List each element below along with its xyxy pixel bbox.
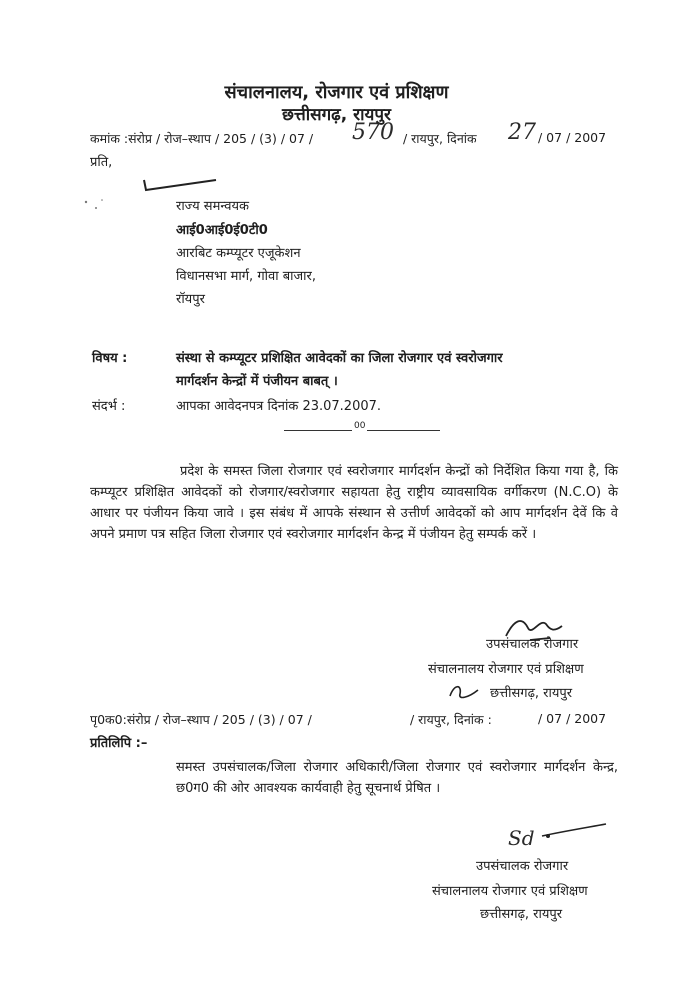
addressee-city: रॉयपुर <box>176 292 205 307</box>
subject-line-1: संस्था से कम्प्यूटर प्रशिक्षित आवेदकों का जिला रोजगार एवं स्वरोजगार <box>176 351 503 366</box>
reference-date-suffix: / 07 / 2007 <box>538 130 607 145</box>
reference-place-date: / रायपुर, दिनांक <box>403 131 477 146</box>
signatory-office: संचालनालय रोजगार एवं प्रशिक्षण <box>428 662 584 677</box>
to-label: प्रति, <box>90 155 113 170</box>
copy-reference-number: पृ0क0:संरोप्र / रोज–स्थाप / 205 / (3) / 07 / <box>90 712 312 727</box>
copy-reference-place-date: / रायपुर, दिनांक : <box>410 712 492 727</box>
subject-line-2: मार्गदर्शन केन्द्रों में पंजीयन बाबत् । <box>176 374 338 389</box>
reference-number: कमांक :संरोप्र / रोज–स्थाप / 205 / (3) / 07 / <box>90 131 314 146</box>
copy-reference-date-suffix: / 07 / 2007 <box>538 711 607 726</box>
addressee-street: विधानसभा मार्ग, गोवा बाजार, <box>176 269 316 284</box>
signatory-2-place: छत्तीसगढ़, रायपुर <box>480 907 563 922</box>
reference-label: संदर्भ : <box>92 399 126 414</box>
signatory-2-office: संचालनालय रोजगार एवं प्रशिक्षण <box>432 884 588 899</box>
addressee-company: आरबिट कम्प्यूटर एजूकेशन <box>176 246 301 261</box>
signatory-title: उपसंचालक रोजगार <box>486 637 579 652</box>
copy-label: प्रतिलिपि :– <box>90 736 148 751</box>
copy-paragraph: समस्त उपसंचालक/जिला रोजगार अधिकारी/जिला रोजगार एवं स्वरोजगार मार्गदर्शन केन्द्र, छ0ग0 की ओर आवश्यक कार्यवाही हेतु सूचनार्थ प्रेषित । <box>176 760 618 796</box>
subject-label: विषय : <box>92 351 128 366</box>
tick-mark <box>140 176 220 196</box>
signature-line-2 <box>540 822 610 842</box>
divider-mark: 00 <box>354 421 366 431</box>
signature-initial-mark <box>446 682 482 702</box>
handwritten-day: 27 <box>508 120 536 145</box>
signatory-place: छत्तीसगढ़, रायपुर <box>490 686 573 701</box>
office-name: संचालनालय, रोजगार एवं प्रशिक्षण <box>224 82 449 103</box>
handwritten-sd: Sd <box>508 826 535 850</box>
handwritten-dispatch-number: 570 <box>352 120 394 145</box>
office-location: छत्तीसगढ़, रायपुर <box>282 105 391 125</box>
signatory-2-title: उपसंचालक रोजगार <box>476 859 569 874</box>
addressee-designation: राज्य समन्वयक <box>176 199 249 214</box>
scan-speckle <box>80 196 110 216</box>
body-paragraph: प्रदेश के समस्त जिला रोजगार एवं स्वरोजगार मार्गदर्शन केन्द्रों को निर्देशित किया गया है, कि कम्प्यूटर प्रशिक्षित आवेदकों को रोजगार/स्वरोजगार सहायता हेतु राष्ट्रीय व्यावसायिक वर्गीकरण (N.C.O) के आधार पर पंजीयन किया जावे । इस संबंध में आपके संस्थान से उत्तीर्ण आवेदकों को आप मार्गदर्शन देवें कि वे अपने प्रमाण पत्र सहित जिला रोजगार एवं स्वरोजगार मार्गदर्शन केन्द्र में पंजीयन हेतु सम्पर्क करें । <box>90 464 618 542</box>
reference-text: आपका आवेदनपत्र दिनांक 23.07.2007. <box>176 399 382 414</box>
addressee-institute: आई0आई0ई0टी0 <box>176 223 268 238</box>
